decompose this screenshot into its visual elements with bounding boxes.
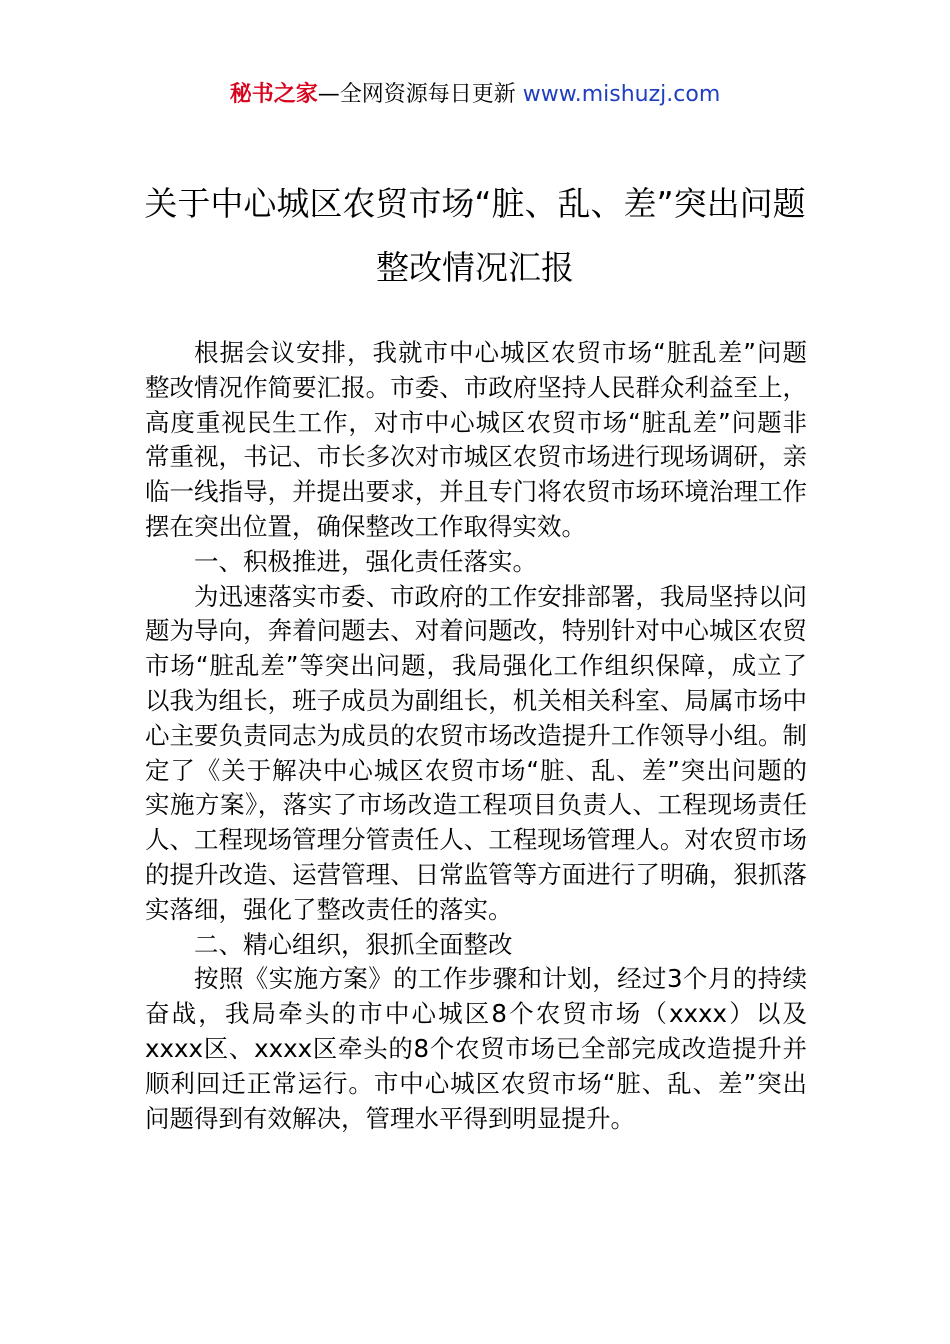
site-url-link[interactable]: www.mishuzj.com	[522, 82, 721, 107]
document-title: 关于中心城区农贸市场“脏、乱、差”突出问题整改情况汇报	[144, 184, 806, 287]
paragraph-intro: 根据会议安排，我就市中心城区农贸市场“脏乱差”问题整改情况作简要汇报。市委、市政府坚持人民群众利益至上，高度重视民生工作，对市中心城区农贸市场“脏乱差”问题非常重视，书记、市长多次对市城区农贸市场进行现场调研，亲临一线指导，并提出要求，并且专门将农贸市场环境治理工作摆在突出位置，确保整改工作取得实效。	[145, 338, 807, 541]
paragraph-section-2: 按照《实施方案》的工作步骤和计划，经过3个月的持续奋战，我局牵头的市中心城区8个农贸市场（xxxx）以及xxxx区、xxxx区牵头的8个农贸市场已全部完成改造提升并顺利回迁正常运行。市中心城区农贸市场“脏、乱、差”突出问题得到有效解决，管理水平得到明显提升。	[145, 964, 807, 1133]
section-heading-2: 二、精心组织，狠抓全面整改	[194, 929, 513, 959]
document-body	[145, 336, 807, 1136]
site-header	[0, 80, 950, 110]
section-heading-1: 一、积极推进，强化责任落实。	[194, 546, 537, 576]
header-tagline: —全网资源每日更新	[317, 82, 523, 107]
brand-name: 秘书之家	[229, 82, 318, 107]
paragraph-section-1: 为迅速落实市委、市政府的工作安排部署，我局坚持以问题为导向，奔着问题去、对着问题改，特别针对中心城区农贸市场“脏乱差”等突出问题，我局强化工作组织保障，成立了以我为组长，班子成员为副组长，机关相关科室、局属市场中心主要负责同志为成员的农贸市场改造提升工作领导小组。制定了《关于解决中心城区农贸市场“脏、乱、差”突出问题的实施方案》，落实了市场改造工程项目负责人、工程现场责任人、工程现场管理分管责任人、工程现场管理人。对农贸市场的提升改造、运营管理、日常监管等方面进行了明确，狠抓落实落细，强化了整改责任的落实。	[145, 581, 807, 924]
